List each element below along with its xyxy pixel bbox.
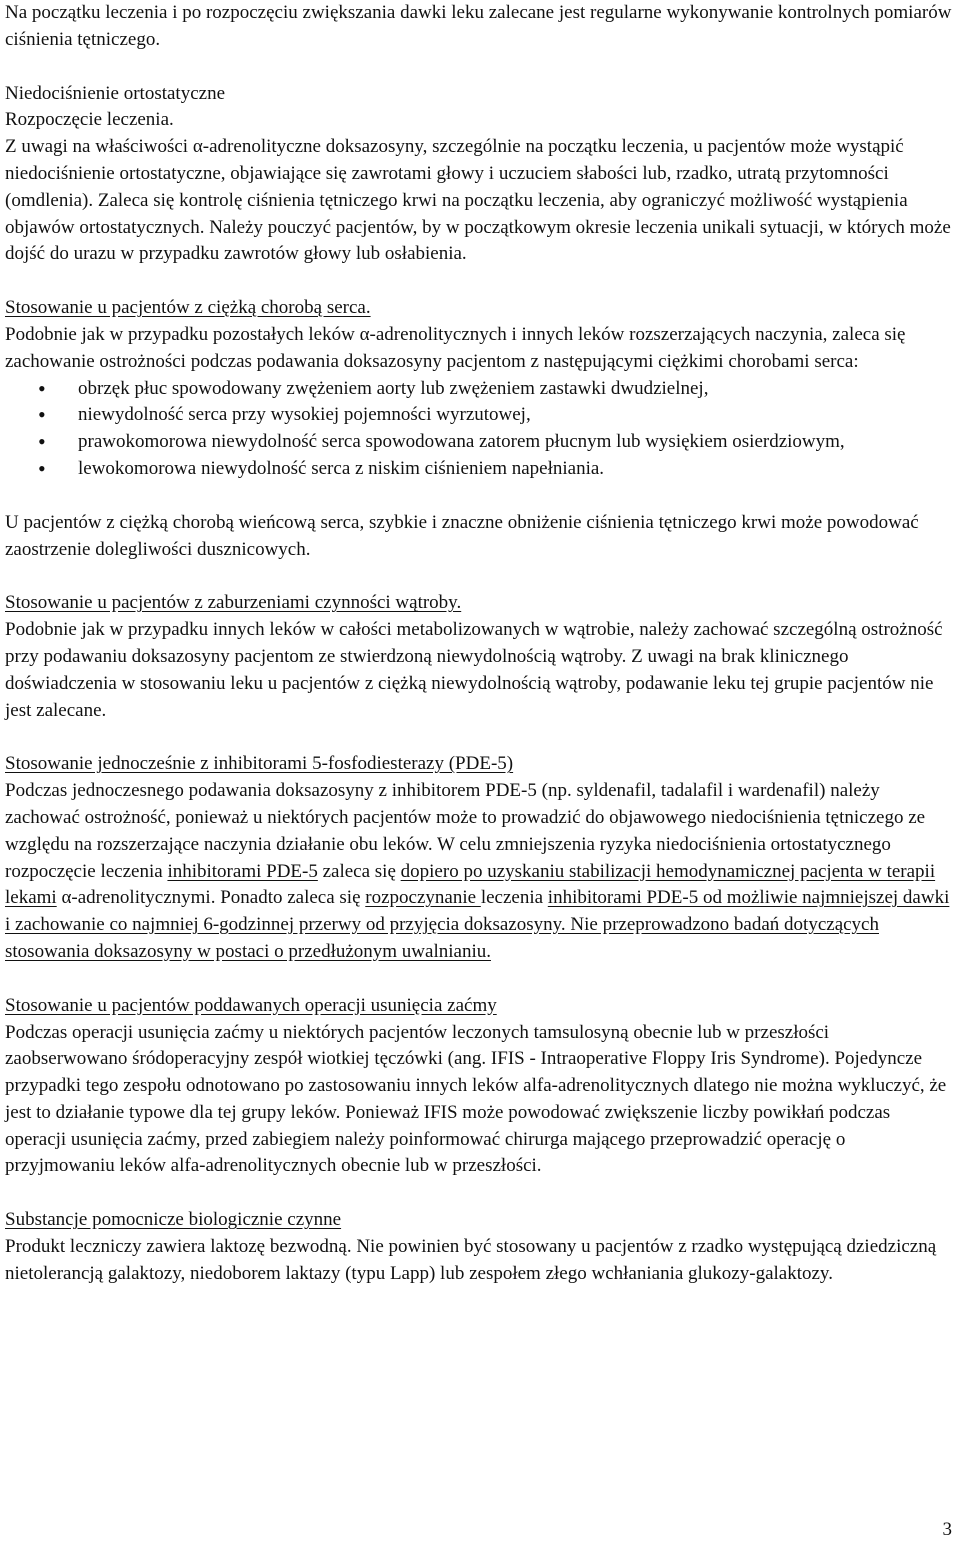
pde5-text: zaleca się [317, 860, 401, 882]
spacer [5, 966, 955, 993]
page-number: 3 [942, 1519, 952, 1540]
pde5-text: Podczas jednoczesnego podawania doksazosyny z inhibitorem PDE-5 (np. syldenafil, tadalafil i wardenafil) należy zachować ostrożność, ponieważ u niektórych pacjentów może to prowadzić do objawowego niedociśnienia tętniczego ze względu na rozszerzające naczynia działanie obu leków. W celu zmniejszenia ryzyka niedociśnienia ortostatycznego rozpoczęcie leczenia [5, 780, 926, 882]
list-item: • obrzęk płuc spowodowany zwężeniem aorty lub zwężeniem zastawki dwudzielnej, [5, 376, 955, 403]
spacer [5, 268, 955, 295]
pde5-underlined-text: rozpoczynanie [365, 887, 481, 909]
spacer [5, 483, 955, 510]
liver-heading: Stosowanie u pacjentów z zaburzeniami czynności wątroby. [5, 592, 462, 614]
liver-paragraph: Podobnie jak w przypadku innych leków w całości metabolizowanych w wątrobie, należy zachować szczególną ostrożność przy podawaniu doksazosyny pacjentom ze stwierdzoną niewydolnością wątroby. Z uwagi na brak klinicznego doświadczenia w stosowaniu leku u pacjentów z ciężką niewydolnością wątroby, podawanie leku tej grupie pacjentów nie jest zalecane. [5, 619, 943, 721]
cataract-heading: Stosowanie u pacjentów poddawanych operacji usunięcia zaćmy [5, 994, 497, 1016]
list-item: • prawokomorowa niewydolność serca spowodowana zatorem płucnym lub wysiękiem osierdziowym, [5, 429, 955, 456]
document-page [5, 0, 955, 1288]
orthostatic-paragraph: Z uwagi na właściwości α-adrenolityczne doksazosyny, szczególnie na początku leczenia, u pacjentów może wystąpić niedociśnienie ortostatyczne, objawiające się zawrotami głowy i uczuciem słabości lub, rzadko, utratą przytomności (omdlenia). Zaleca się kontrolę ciśnienia tętniczego krwi na początku leczenia, aby ograniczyć możliwość wystąpienia objawów ortostatycznych. Należy pouczyć pacjentów, by w początkowym okresie leczenia unikali sytuacji, w których może dojść do urazu w przypadku zawrotów głowy lub osłabienia. [5, 136, 951, 265]
spacer [5, 563, 955, 590]
spacer [5, 54, 955, 81]
cataract-paragraph: Podczas operacji usunięcia zaćmy u niektórych pacjentów leczonych tamsulosyną obecnie lub w przeszłości zaobserwowano śródoperacyjny zespół wiotkiej tęczówki (ang. IFIS - Intraoperative Floppy Iris Syndrome). Pojedyncze przypadki tego zespołu odnotowano po zastosowaniu innych leków alfa-adrenolitycznych dlatego nie można wykluczyć, że jest to działanie typowe dla tej grupy leków. Ponieważ IFIS może powodować zwiększenie liczby powikłań podczas operacji usunięcia zaćmy, przed zabiegiem należy poinformować chirurga mającego przeprowadzić operację o przyjmowaniu leków alfa-adrenolitycznych obecnie lub w przeszłości. [5, 1021, 947, 1177]
pde5-paragraph [5, 778, 955, 966]
list-item: • lewokomorowa niewydolność serca z niskim ciśnieniem napełniania. [5, 456, 955, 483]
orthostatic-heading: Niedociśnienie ortostatyczne [5, 82, 226, 104]
spacer [5, 1180, 955, 1207]
heart-paragraph: Podobnie jak w przypadku pozostałych leków α-adrenolitycznych i innych leków rozszerzających naczynia, zaleca się zachowanie ostrożności podczas podawania doksazosyny pacjentom z następującymi ciężkimi chorobami serca: [5, 323, 906, 372]
pde5-underlined-text: inhibitorami PDE-5 [167, 860, 318, 882]
pde5-text: leczenia [480, 887, 548, 909]
spacer [5, 724, 955, 751]
excipients-paragraph: Produkt leczniczy zawiera laktozę bezwodną. Nie powinien być stosowany u pacjentów z rzadko występującą dziedziczną nietolerancją galaktozy, niedoborem laktazy (typu Lapp) lub zespołem złego wchłaniania glukozy-galaktozy. [5, 1236, 937, 1284]
orthostatic-subheading: Rozpoczęcie leczenia. [5, 109, 174, 131]
heart-conditions-list [5, 376, 955, 483]
pde5-underlined-text: dopiero po uzyskaniu stabilizacji hemodynamicznej pacjenta w terapii lekami [5, 860, 936, 909]
coronary-paragraph: U pacjentów z ciężką chorobą wieńcową serca, szybkie i znaczne obniżenie ciśnienia tętniczego krwi może powodować zaostrzenie dolegliwości dusznicowych. [5, 511, 919, 560]
excipients-heading: Substancje pomocnicze biologicznie czynne [5, 1209, 342, 1231]
pde5-underlined-text: inhibitorami PDE-5 od możliwie najmniejszej dawki i zachowanie co najmniej 6-godzinnej przerwy od przyjęcia doksazosyny. Nie przeprowadzono badań dotyczących stosowania doksazosyny w postaci o przedłużonym uwalnianiu. [5, 887, 950, 962]
pde5-heading: Stosowanie jednocześnie z inhibitorami 5-fosfodiesterazy (PDE-5) [5, 753, 514, 775]
intro-paragraph: Na początku leczenia i po rozpoczęciu zwiększania dawki leku zalecane jest regularne wykonywanie kontrolnych pomiarów ciśnienia tętniczego. [5, 2, 952, 50]
list-item: • niewydolność serca przy wysokiej pojemności wyrzutowej, [5, 402, 955, 429]
heart-heading: Stosowanie u pacjentów z ciężką chorobą serca. [5, 297, 371, 319]
pde5-text: α-adrenolitycznymi. Ponadto zaleca się [56, 887, 366, 909]
